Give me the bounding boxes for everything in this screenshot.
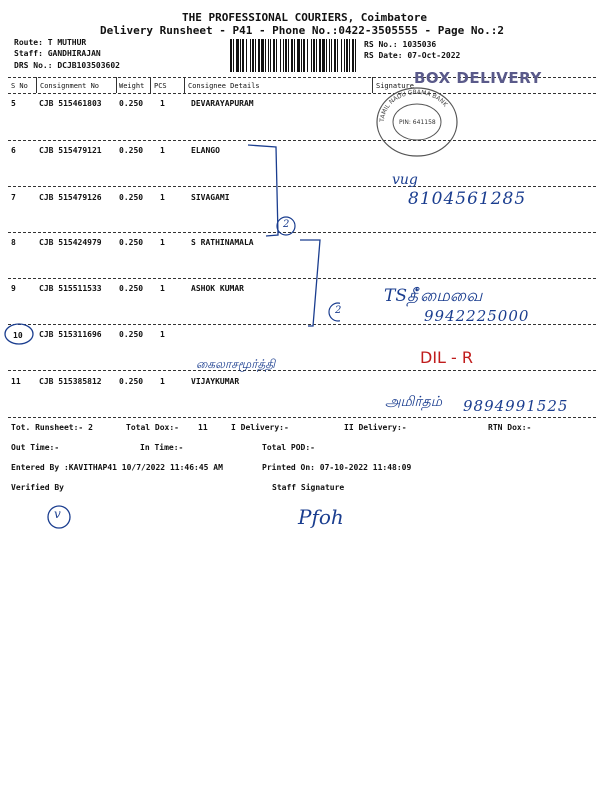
col-details: Consignee Details <box>188 82 260 90</box>
col-signature: Signature <box>376 82 414 90</box>
drs-text: DRS No.: DCJB103503602 <box>14 61 120 70</box>
row7-signature: vug <box>392 172 418 188</box>
col-consignment: Consignment No <box>40 82 100 90</box>
route-text: Route: T MUTHUR <box>14 38 87 47</box>
handwritten-brackets <box>240 140 340 340</box>
in-time-label: In Time:- <box>140 443 184 452</box>
row9-phone: 9942225000 <box>424 307 530 325</box>
circled-row-mark <box>2 322 36 346</box>
col-weight: Weight <box>119 82 145 90</box>
tot-runsheet: Tot. Runsheet:- 2 <box>11 423 93 432</box>
dl-r-mark: DIL - R <box>420 348 474 367</box>
seal-pin: PIN: 641158 <box>399 119 436 126</box>
ii-delivery-label: II Delivery:- <box>344 423 407 432</box>
table-header-rule <box>8 93 596 94</box>
i-delivery-label: I Delivery:- <box>231 423 289 432</box>
row11-signature: அமிர்தம் <box>385 394 443 410</box>
row7-phone: 8104561285 <box>408 189 527 209</box>
staff-signature-label: Staff Signature <box>272 483 345 492</box>
total-box-label: Total Dox:- <box>126 423 179 432</box>
rs-no-text: RS No.: 1035036 <box>364 40 437 49</box>
printed-on-text: Printed On: 07-10-2022 11:48:09 <box>262 463 412 472</box>
staff-signature-scribble: Pfoh <box>298 505 344 529</box>
out-time-label: Out Time:- <box>11 443 60 452</box>
bank-seal-stamp <box>372 84 462 160</box>
verified-mark: v <box>54 507 61 521</box>
rtn-box-label: RTN Dox:- <box>488 423 532 432</box>
bracket2-number: 2 <box>335 305 342 316</box>
total-box-value: 11 <box>198 423 208 432</box>
col-pcs: PCS <box>154 82 167 90</box>
bracket1-number: 2 <box>283 219 290 230</box>
row10-handwritten-name: கைலாசமூர்த்தி <box>196 357 276 371</box>
rs-date-text: RS Date: 07-Oct-2022 <box>364 51 461 60</box>
row11-phone: 9894991525 <box>463 397 569 415</box>
staff-text: Staff: GANDHIRAJAN <box>14 49 101 58</box>
total-pod-label: Total POD:- <box>262 443 315 452</box>
col-sno: S No <box>11 82 28 90</box>
runsheet-subtitle: Delivery Runsheet - P41 - Phone No.:0422-3505555 - Page No.:2 <box>100 24 504 37</box>
box-delivery-stamp: BOX DELIVERY <box>414 69 542 87</box>
verified-by-label: Verified By <box>11 483 64 492</box>
company-title: THE PROFESSIONAL COURIERS, Coimbatore <box>182 11 428 24</box>
row9-signature: TSதீ்மைவை <box>384 286 483 306</box>
barcode <box>230 39 358 72</box>
entered-by-text: Entered By :KAVITHAP41 10/7/2022 11:46:45 AM <box>11 463 223 472</box>
seal-text: TAMIL NADU GRAMA BANK <box>378 88 449 123</box>
